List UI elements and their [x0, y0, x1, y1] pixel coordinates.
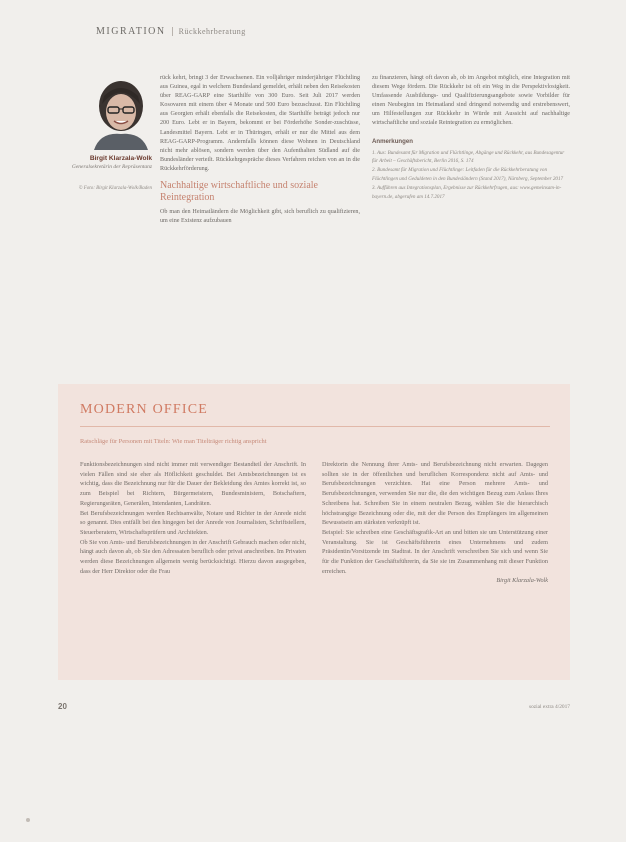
scan-mark	[26, 818, 30, 822]
modern-office-box	[58, 384, 570, 680]
box-column-right	[322, 460, 548, 586]
box-text: Direktorin die Nennung ihrer Amts- und Berufsbezeichnung nicht erwarten. Dagegen sollten sie in der öffentlichen und beruflichen Korrespondenz nicht auf Amts- und Berufsbezeichnungen verzichten. Hat eine Person mehrere Amts- und Berufsbezeichnungen, verwenden Sie nur die, die den wichtigen Bezug zum Anlass Ihres Schreibens hat. Schreiben Sie in einem neutralen Bezug, wählen Sie die hierarchisch höchstrangige Bezeichnung oder die, mit der die Person des Empfängers im allgemeinen Bewusstsein am stärksten verknüpft ist. Beispiel: Sie schreiben eine Geschäftsgrafik-Art an und bitten sie um Unterstützung einer Veranstaltung. Sie ist Geschäftsführerin eines Unternehmens und zudem Präsidentin/Vorsitzende im Stadtrat. In der Anschrift verschreiben Sie sich und wenn Sie für die Funktion der Geschäftsführerin, da Sie sie im Zusammenhang mit dieser Funktion erreichen.	[322, 461, 548, 575]
author-portrait	[90, 76, 152, 150]
issue-label: sozial extra 4/2017	[528, 704, 570, 710]
article-subheading: Nachhaltige wirtschaftliche und soziale Reintegration	[160, 180, 318, 203]
box-divider	[80, 426, 550, 427]
photo-credit: © Foto: Birgit Klarzala-Wolk/Baden	[78, 186, 152, 191]
article-paragraph: rück kehrt, bringt 3 der Erwachsenen. Ein volljähriger minderjähriger Flüchtling aus Guinea, egal in welchem Bundesland gemeldet, erhält neben den Reisekosten über REAG-GARP eine Starthilfe von 300 Euro. Seit Juli 2017 werden Kosovaren mit einem über 4 Monate und 500 Euro bezuschusst. Ein Flüchtling aus Georgien erhält ebenfalls die Reisekosten, die Starthilfe beträgt jedoch nur 200 Euro. Lebt er in Bayern, bekommt er bei Förderhöhe Sonder-zuschüsse, Landesmittel Bayern. Lebt er in Thüringen, erhält er nur die Mittel aus dem REAG-GARP-Programm. Andernfalls können diese Wohnen in Deutschland nicht mehr ablösen, sondern werden über den Aufenthalten Südland auf die Bundesländer verteilt. Rückkehrgespräche dieses Verfahren reichen von an in die Rückkehrförderung.	[160, 75, 360, 172]
running-header	[96, 26, 246, 37]
author-name: Birgit Klarzala-Wolk	[89, 155, 152, 162]
subsection-label: Rückkehrberatung	[172, 27, 246, 36]
article-column-right	[372, 74, 570, 201]
author-role: Generalsekretärin der Repräsentanz	[71, 164, 152, 170]
box-signature: Birgit Klarzala-Wolk	[496, 577, 548, 585]
footnote: 2. Bundesamt für Migration und Flüchtlinge: Leitfaden für die Rückkehrberatung von Flüchtlingen und Geduldeten in den Bundesländern (Stand 2017), Nürnberg, September 2017	[372, 167, 564, 183]
box-lead: Ratschläge für Personen mit Titeln: Wie man Titelträger richtig anspricht	[80, 438, 267, 445]
notes-heading: Anmerkungen	[372, 137, 413, 145]
article-column-middle	[160, 74, 360, 226]
page-number: 20	[58, 702, 67, 711]
footnote: 3. Aufführen aus Integrationsplan, Ergebnisse zur Rückkehrfragen, aus: www.gemeinsam-in-bayern.de, abgerufen am 14.7.2017	[372, 184, 562, 200]
footnote: 1. Aus: Bundesamt für Migration und Flüchtlinge, Abgänge und Rückkehr, aus Bundesagentur für Arbeit – Geschäftsbericht, Berlin 2016, S. 174	[372, 149, 565, 165]
box-column-left: Funktionsbezeichnungen sind nicht immer mit verwendiger Bestandteil der Anschrift. In vielen Fällen sind sie eher als Höflichkeit geschuldet. Bei Amtsbezeichnungen ist es wichtig, dass die Bezeichnung nur für die Dauer der Bekleidung des Amtes korrekt ist, so zum Beispiel bei Richtern, Bürgermeistern, Bundesministern, Botschaftern, Regierungsräten, Generälen, Intendanten, Landräten. Bei Berufsbezeichnungen werden Rechtsanwälte, Notare und Richter in der Anrede nicht so genannt. Dies entfällt bei den hingegen bei der Anrede von Journalisten, Schriftstellern, Steuerberatern, Wirtschaftsprüfern und Architekten. Ob Sie von Amts- und Berufsbezeichnungen in der Anschrift Gebrauch machen oder nicht, hängt auch davon ab, ob Sie den Adressaten beruflich oder privat anschreiben. Im Privaten werden diese Bezeichnungen allgemein wenig berücksichtigt. Hierzu davon ausgegeben, dass der Herr Direktor oder die Frau	[80, 461, 306, 575]
section-label: MIGRATION	[96, 26, 166, 37]
box-title: MODERN OFFICE	[80, 402, 209, 417]
article-paragraph: Ob man den Heimatländern die Möglichkeit gibt, sich beruflich zu qualifizieren, um eine Existenz aufzubauen	[160, 209, 360, 225]
article-paragraph: zu finanzieren, hängt oft davon ab, ob im Angebot möglich, eine Integration mit diesem Wege fördern. Die Rückkehr ist oft ein Weg in die Perspektivlosigkeit. Umfassende Ausbildungs- und Qualifizierungsangebote sowie Vorbilder für einen Neubeginn im Heimatland sind dringend notwendig und erstrebenswert, um Hilfestellungen zur Rückkehr in Würde mit Aussicht auf nachhaltige wirtschaftliche und soziale Reintegration zu ermöglichen.	[372, 75, 570, 127]
